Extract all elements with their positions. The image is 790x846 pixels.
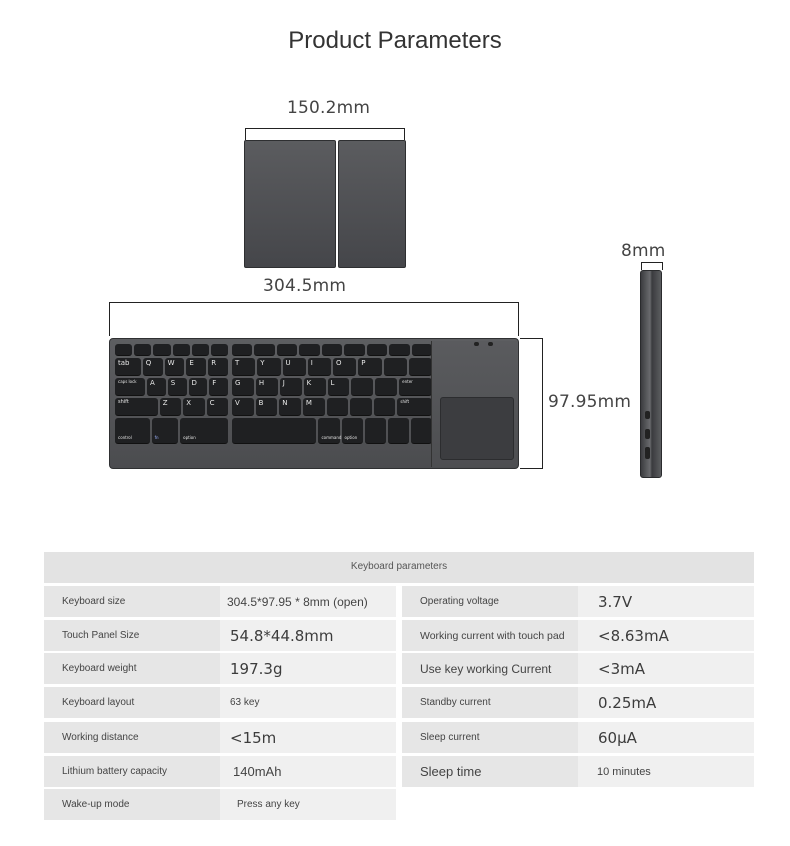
page-title: Product Parameters bbox=[288, 27, 502, 54]
keyboard-key: F bbox=[209, 378, 228, 396]
keyboard-key: option bbox=[342, 418, 363, 444]
param-label: Use key working Current bbox=[402, 653, 578, 684]
keyboard-key: C bbox=[207, 398, 228, 416]
keyboard-key bbox=[375, 378, 397, 396]
param-value: Press any key bbox=[220, 789, 396, 820]
keyboard-key: fn bbox=[152, 418, 179, 444]
thickness-label: 8mm bbox=[621, 241, 666, 261]
keyboard-key bbox=[299, 344, 319, 356]
keyboard-key bbox=[350, 398, 372, 416]
param-label: Standby current bbox=[402, 687, 578, 718]
keyboard-key: V bbox=[232, 398, 254, 416]
keyboard-key bbox=[412, 344, 432, 356]
param-value: 197.3g bbox=[220, 653, 396, 684]
keyboard-key bbox=[409, 358, 432, 376]
keyboard-key: Q bbox=[143, 358, 163, 376]
folded-panel-left bbox=[244, 140, 336, 268]
param-value: 10 minutes bbox=[578, 756, 754, 787]
keyboard-key: P bbox=[358, 358, 381, 376]
keyboard-key: X bbox=[183, 398, 204, 416]
param-label: Keyboard layout bbox=[44, 687, 220, 718]
keyboard-key: O bbox=[333, 358, 356, 376]
keyboard-key: I bbox=[308, 358, 331, 376]
keyboard-key: R bbox=[208, 358, 228, 376]
keyboard-middle-section bbox=[232, 344, 432, 465]
height-bracket bbox=[520, 338, 543, 469]
keyboard-key bbox=[411, 418, 432, 444]
param-label: Keyboard weight bbox=[44, 653, 220, 684]
param-label: Sleep current bbox=[402, 722, 578, 753]
param-label: Lithium battery capacity bbox=[44, 756, 220, 787]
keyboard-key bbox=[134, 344, 151, 356]
open-width-bracket bbox=[109, 302, 519, 336]
keyboard-key: shift bbox=[397, 398, 432, 416]
keyboard-key bbox=[351, 378, 373, 396]
keyboard-key bbox=[322, 344, 342, 356]
keyboard-key bbox=[389, 344, 409, 356]
keyboard-key bbox=[344, 344, 364, 356]
table-header: Keyboard parameters bbox=[44, 552, 754, 583]
keyboard-key: A bbox=[147, 378, 166, 396]
param-value: 304.5*97.95 * 8mm (open) bbox=[220, 586, 396, 617]
keyboard-key: T bbox=[232, 358, 255, 376]
keyboard-key: enter bbox=[399, 378, 432, 396]
keyboard-key bbox=[388, 418, 409, 444]
keyboard-key bbox=[374, 398, 396, 416]
keyboard-key bbox=[254, 344, 274, 356]
keyboard-key bbox=[365, 418, 386, 444]
param-value: 3.7V bbox=[578, 586, 754, 617]
keyboard-key: E bbox=[186, 358, 206, 376]
param-value: 60μA bbox=[578, 722, 754, 753]
keyboard-key: H bbox=[256, 378, 278, 396]
param-value: <8.63mA bbox=[578, 620, 754, 651]
keyboard-key: B bbox=[256, 398, 278, 416]
side-view-image bbox=[640, 270, 662, 478]
keyboard-key: S bbox=[168, 378, 187, 396]
keyboard-key: W bbox=[165, 358, 185, 376]
keyboard-key bbox=[327, 398, 349, 416]
side-port bbox=[645, 411, 650, 419]
open-width-label: 304.5mm bbox=[263, 276, 347, 296]
keyboard-key: J bbox=[280, 378, 302, 396]
keyboard-key: Z bbox=[160, 398, 181, 416]
keyboard-key: Y bbox=[257, 358, 280, 376]
height-label: 97.95mm bbox=[548, 392, 632, 412]
keyboard-key bbox=[232, 344, 252, 356]
folded-keyboard-image bbox=[244, 140, 406, 268]
param-value: <3mA bbox=[578, 653, 754, 684]
keyboard-key bbox=[211, 344, 228, 356]
thickness-bracket bbox=[641, 262, 663, 270]
keyboard-key: option bbox=[180, 418, 228, 444]
keyboard-key bbox=[367, 344, 387, 356]
param-label: Working distance bbox=[44, 722, 220, 753]
keyboard-key: shift bbox=[115, 398, 158, 416]
side-port bbox=[645, 447, 650, 459]
param-label: Sleep time bbox=[402, 756, 578, 787]
param-value: 0.25mA bbox=[578, 687, 754, 718]
param-label: Operating voltage bbox=[402, 586, 578, 617]
keyboard-left-section bbox=[115, 344, 228, 465]
param-label: Touch Panel Size bbox=[44, 620, 220, 651]
keyboard-key bbox=[153, 344, 170, 356]
indicator-light bbox=[488, 342, 493, 346]
keyboard-key bbox=[115, 344, 132, 356]
keyboard-key: D bbox=[189, 378, 208, 396]
param-value: 140mAh bbox=[220, 756, 396, 787]
side-port bbox=[645, 429, 650, 439]
param-label: Working current with touch pad bbox=[402, 620, 578, 651]
folded-width-label: 150.2mm bbox=[287, 98, 371, 118]
keyboard-key: L bbox=[328, 378, 350, 396]
param-label: Keyboard size bbox=[44, 586, 220, 617]
keyboard-key bbox=[277, 344, 297, 356]
keyboard-key: U bbox=[283, 358, 306, 376]
keyboard-key bbox=[384, 358, 407, 376]
spacebar-key bbox=[232, 418, 316, 444]
keyboard-key: M bbox=[303, 398, 325, 416]
param-value: <15m bbox=[220, 722, 396, 753]
param-value: 63 key bbox=[220, 687, 396, 718]
keyboard-key: N bbox=[279, 398, 301, 416]
keyboard-key: K bbox=[304, 378, 326, 396]
folded-width-bracket bbox=[245, 128, 405, 140]
keyboard-key: tab bbox=[115, 358, 141, 376]
param-label: Wake-up mode bbox=[44, 789, 220, 820]
keyboard-key: command bbox=[318, 418, 339, 444]
touchpad bbox=[440, 397, 514, 460]
indicator-light bbox=[474, 342, 479, 346]
keyboard-key bbox=[192, 344, 209, 356]
keyboard-key: G bbox=[232, 378, 254, 396]
param-value: 54.8*44.8mm bbox=[220, 620, 396, 651]
keyboard-key bbox=[173, 344, 190, 356]
keyboard-key: caps lock bbox=[115, 378, 145, 396]
folded-panel-right bbox=[338, 140, 406, 268]
keyboard-key: control bbox=[115, 418, 150, 444]
